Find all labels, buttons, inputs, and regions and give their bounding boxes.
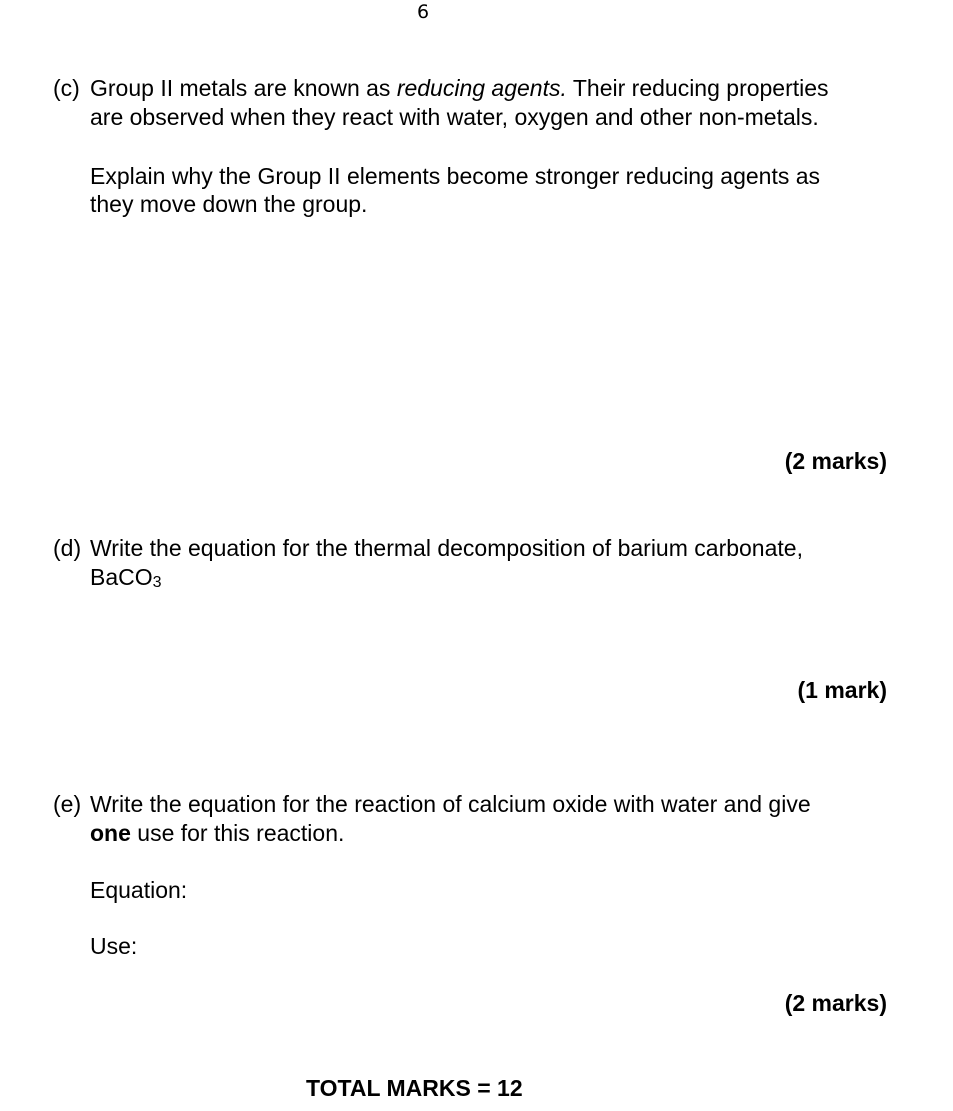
question-d-marks: (1 mark) — [797, 677, 887, 703]
question-c-instruction-line-1: Explain why the Group II elements become stronger reducing agents as — [90, 163, 821, 189]
question-c-line-1 — [90, 74, 829, 103]
question-d-line-1: Write the equation for the thermal decomposition of barium carbonate, — [90, 535, 803, 561]
question-e-equation-label: Equation: — [90, 877, 188, 903]
question-c-marks: (2 marks) — [784, 448, 887, 474]
page-number: 6 — [416, 1, 430, 23]
question-e-label: (e) — [53, 791, 82, 817]
question-e-emphasis: one — [90, 820, 131, 846]
question-d-formula — [90, 563, 162, 595]
total-marks: TOTAL MARKS = 12 — [306, 1075, 523, 1101]
question-e-line-1: Write the equation for the reaction of calcium oxide with water and give — [90, 791, 811, 817]
question-d-formula-subscript: 3 — [152, 574, 162, 591]
question-e-line-2-rest: use for this reaction. — [130, 820, 345, 846]
question-c-line-1-prefix: Group II metals are known as — [90, 75, 397, 101]
question-c-label: (c) — [53, 75, 80, 101]
question-c-line-1-suffix: Their reducing properties — [566, 75, 829, 101]
question-c-instruction-line-2: they move down the group. — [90, 191, 368, 217]
question-e-line-2 — [90, 819, 344, 848]
question-c-line-2: are observed when they react with water, oxygen and other non-metals. — [90, 104, 819, 130]
question-d-label: (d) — [53, 535, 82, 561]
question-d-formula-main: BaCO — [90, 564, 153, 590]
question-e-use-label: Use: — [90, 933, 138, 959]
question-e-marks: (2 marks) — [784, 990, 887, 1016]
question-c-italic-term: reducing agents. — [396, 75, 567, 101]
